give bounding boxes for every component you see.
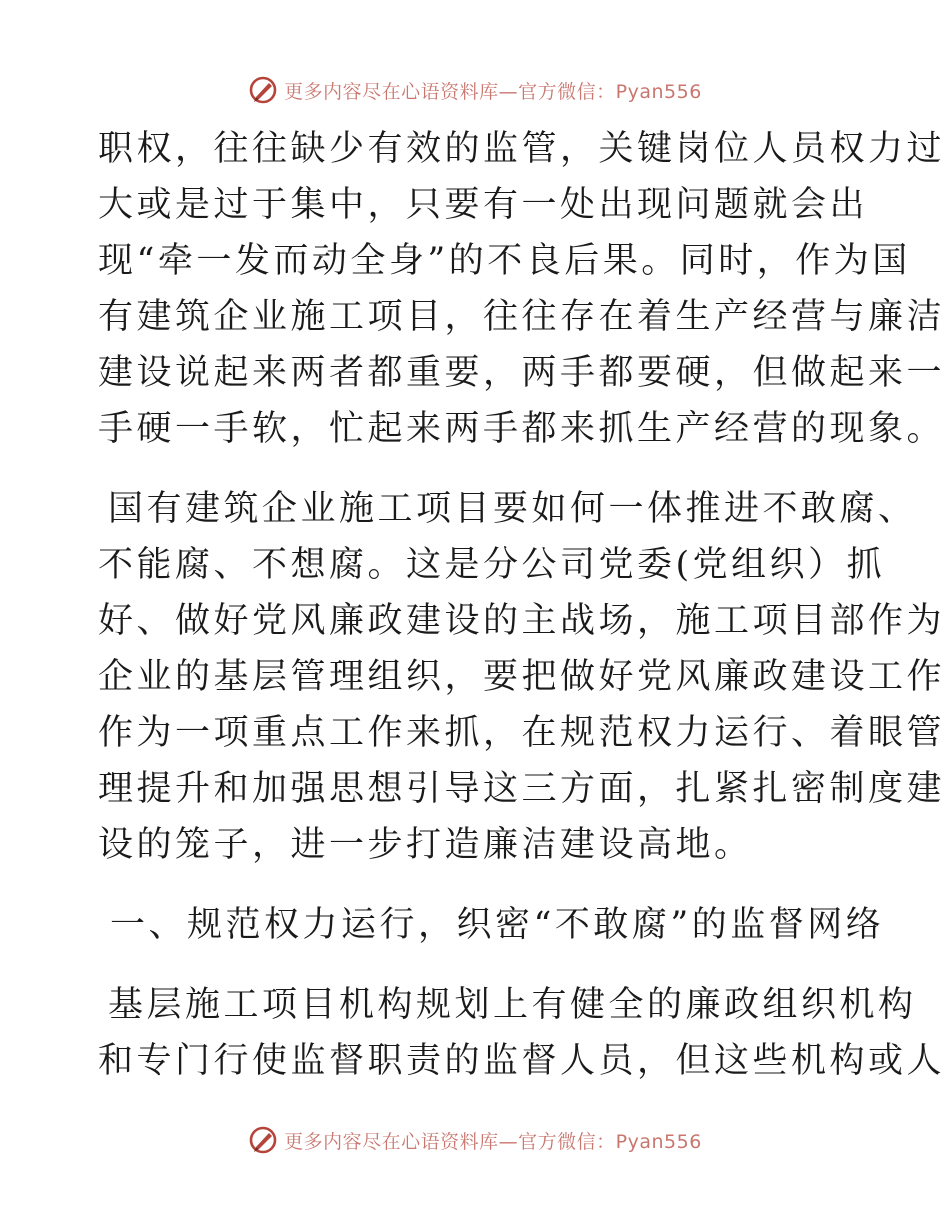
text-line: 设的笼子，进一步打造廉洁建设高地。 — [98, 825, 753, 865]
text-line: 职权，往往缺少有效的监管，关键岗位人员权力过 — [98, 129, 946, 169]
pen-seal-icon — [248, 1125, 278, 1155]
text-line: 好、做好党风廉政建设的主战场，施工项目部作为 — [98, 601, 946, 641]
text-line: 国有建筑企业施工项目要如何一体推进不敢腐、 — [108, 489, 917, 529]
text-line: 手硬一手软，忙起来两手都来抓生产经营的现象。 — [98, 409, 946, 449]
watermark-header — [0, 70, 950, 110]
text-line: 和专门行使监督职责的监督人员，但这些机构或人 — [98, 1041, 946, 1081]
section-heading: 一、规范权力运行，织密“不敢腐”的监督网络 — [110, 905, 885, 945]
text-line: 基层施工项目机构规划上有健全的廉政组织机构 — [108, 985, 917, 1025]
watermark-text: 更多内容尽在心语资料库—官方微信：Pyan556 — [284, 1130, 702, 1153]
document-body — [98, 121, 946, 1089]
watermark-footer — [0, 1120, 950, 1160]
text-line: 建设说起来两者都重要，两手都要硬，但做起来一 — [98, 353, 946, 393]
text-line: 不能腐、不想腐。这是分公司党委(党组织）抓 — [98, 545, 886, 585]
watermark-text: 更多内容尽在心语资料库—官方微信：Pyan556 — [284, 80, 702, 103]
text-line: 大或是过于集中，只要有一处出现问题就会出 — [98, 185, 869, 225]
text-line: 企业的基层管理组织，要把做好党风廉政建设工作 — [98, 657, 946, 697]
text-line: 现“牵一发而动全身”的不良后果。同时，作为国 — [98, 241, 911, 281]
pen-seal-icon — [248, 75, 278, 105]
text-line: 作为一项重点工作来抓，在规范权力运行、着眼管 — [98, 713, 946, 753]
text-line: 有建筑企业施工项目，往往存在着生产经营与廉洁 — [98, 297, 946, 337]
text-line: 理提升和加强思想引导这三方面，扎紧扎密制度建 — [98, 769, 946, 809]
